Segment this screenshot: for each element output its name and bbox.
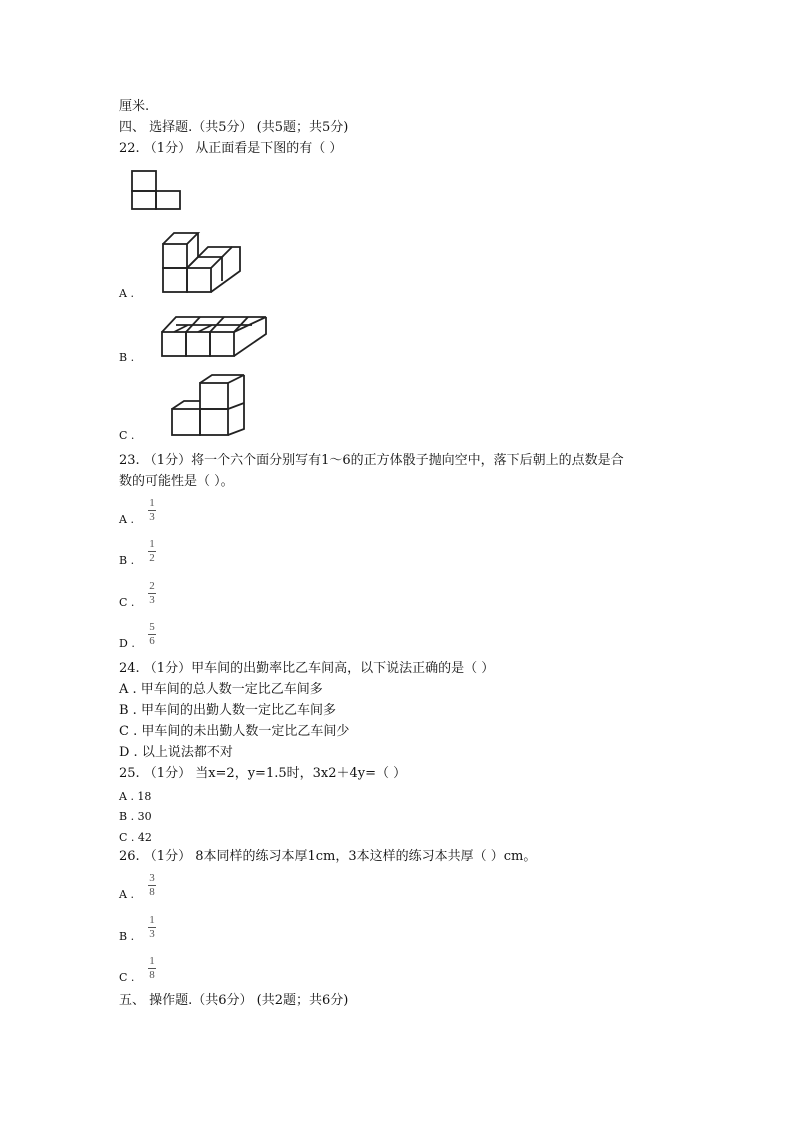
fraction-26-c — [148, 956, 156, 981]
option-26-a[interactable]: A . — [119, 888, 134, 901]
cube-stack-figure-a — [160, 228, 246, 296]
fraction-numerator: 1 — [149, 955, 155, 967]
fraction-23-a — [148, 498, 156, 523]
option-25-a[interactable]: A . 18 — [119, 790, 152, 803]
fraction-denominator: 3 — [149, 511, 155, 523]
option-26-c[interactable]: C . — [119, 971, 135, 984]
fraction-numerator: 5 — [149, 621, 155, 633]
fraction-23-b — [148, 539, 156, 564]
fraction-numerator: 2 — [149, 580, 155, 592]
fraction-denominator: 8 — [149, 969, 155, 981]
option-24-b[interactable]: B . 甲车间的出勤人数一定比乙车间多 — [119, 703, 336, 718]
fraction-denominator: 2 — [149, 552, 155, 564]
question-23-stem-line1: 23. （1分）将一个六个面分别写有1～6的正方体骰子抛向空中，落下后朝上的点数是合 — [119, 453, 624, 468]
option-25-b[interactable]: B . 30 — [119, 810, 152, 823]
front-view-figure — [128, 168, 184, 212]
fraction-numerator: 1 — [149, 914, 155, 926]
option-24-a[interactable]: A . 甲车间的总人数一定比乙车间多 — [119, 682, 323, 697]
question-25-stem: 25. （1分） 当x=2，y=1.5时，3x2＋4y=（ ） — [119, 766, 407, 781]
fraction-23-c — [148, 581, 156, 606]
option-25-c[interactable]: C . 42 — [119, 831, 152, 844]
question-24-stem: 24. （1分）甲车间的出勤率比乙车间高，以下说法正确的是（ ） — [119, 661, 495, 676]
fraction-denominator: 3 — [149, 594, 155, 606]
option-23-d[interactable]: D . — [119, 637, 135, 650]
section-heading-choice: 四、 选择题.（共5分） (共5题；共5分) — [119, 120, 349, 135]
option-24-c[interactable]: C . 甲车间的未出勤人数一定比乙车间少 — [119, 724, 350, 739]
option-23-a[interactable]: A . — [119, 513, 134, 526]
option-23-b[interactable]: B . — [119, 554, 135, 567]
option-22-c[interactable]: C . — [119, 429, 135, 442]
option-22-a[interactable]: A . — [119, 287, 134, 300]
fraction-26-b — [148, 915, 156, 940]
question-22-stem: 22. （1分） 从正面看是下图的有（ ） — [119, 141, 343, 156]
question-26-stem: 26. （1分） 8本同样的练习本厚1cm，3本这样的练习本共厚（ ）cm。 — [119, 849, 537, 864]
fraction-numerator: 3 — [149, 872, 155, 884]
cube-stack-figure-c — [168, 373, 248, 439]
question-23-stem-line2: 数的可能性是（ ）。 — [119, 474, 234, 489]
previous-question-tail: 厘米. — [119, 99, 150, 114]
section-heading-operation: 五、 操作题.（共6分） (共2题；共6分) — [119, 993, 349, 1008]
option-26-b[interactable]: B . — [119, 930, 135, 943]
fraction-23-d — [148, 622, 156, 647]
fraction-denominator: 3 — [149, 928, 155, 940]
option-24-d[interactable]: D . 以上说法都不对 — [119, 745, 233, 760]
fraction-numerator: 1 — [149, 497, 155, 509]
fraction-numerator: 1 — [149, 538, 155, 550]
fraction-denominator: 6 — [149, 635, 155, 647]
cube-row-figure-b — [158, 312, 270, 360]
option-23-c[interactable]: C . — [119, 596, 135, 609]
fraction-26-a — [148, 873, 156, 898]
option-22-b[interactable]: B . — [119, 351, 135, 364]
fraction-denominator: 8 — [149, 886, 155, 898]
